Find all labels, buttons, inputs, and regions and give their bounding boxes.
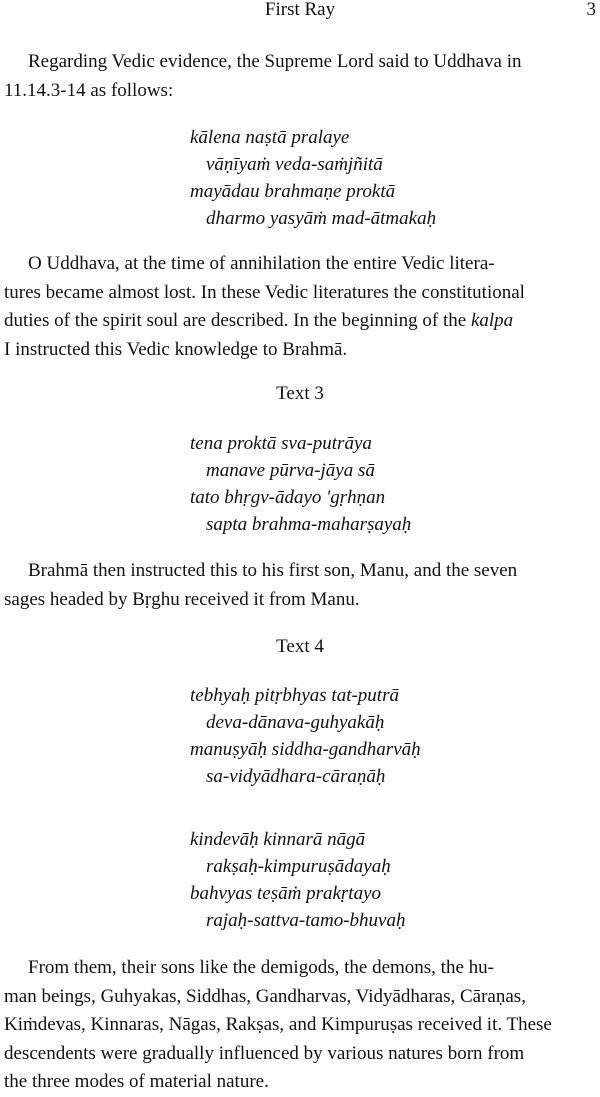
paragraph-translation-text3 — [4, 557, 596, 614]
paragraph-line: O Uddhava, at the time of annihilation the entire Vedic litera- — [28, 253, 495, 274]
verse-kalena — [190, 124, 436, 232]
verse-kindevah — [190, 826, 405, 934]
verse-line: mayādau brahmaṇe proktā — [190, 181, 396, 202]
running-head — [0, 0, 600, 24]
verse-line: tena proktā sva-putrāya — [190, 433, 372, 454]
chapter-title: First Ray — [264, 0, 336, 20]
verse-line: dharmo yasyāṁ mad-ātmakaḥ — [206, 208, 437, 229]
paragraph-line: man beings, Guhyakas, Siddhas, Gandharvas, Vidyādharas, Cāraṇas, — [4, 985, 526, 1007]
verse-tebhyah — [190, 682, 421, 790]
verse-line: sa-vidyādhara-cāraṇāḥ — [206, 766, 386, 787]
verse-line: sapta brahma-maharṣayaḥ — [206, 514, 412, 535]
verse-line: rajaḥ-sattva-tamo-bhuvaḥ — [206, 910, 406, 931]
verse-line: tebhyaḥ pitṛbhyas tat-putrā — [190, 685, 399, 706]
verse-line: deva-dānava-guhyakāḥ — [206, 712, 385, 733]
verse-line: kālena naṣtā pralaye — [190, 127, 350, 148]
kalpa-term: kalpa — [470, 310, 514, 331]
paragraph-translation-text4 — [4, 954, 596, 1097]
paragraph-line: sages headed by Bṛghu received it from Manu. — [4, 588, 360, 610]
verse-line: vāṇīyaṁ veda-saṁjñitā — [206, 154, 383, 175]
paragraph-line: descendents were gradually influenced by various natures born from — [4, 1042, 525, 1064]
verse-line: tato bhṛgv-ādayo 'gṛhṇan — [190, 487, 386, 508]
verse-line: bahvyas teṣāṁ prakṛtayo — [190, 883, 382, 904]
verse-line: rakṣaḥ-kimpuruṣādayaḥ — [206, 856, 391, 877]
paragraph-line: 11.14.3-14 as follows: — [4, 79, 174, 101]
verse-line: manuṣyāḥ siddha-gandharvāḥ — [190, 739, 421, 760]
paragraph-line: Kiṁdevas, Kinnaras, Nāgas, Rakṣas, and Kimpuruṣas received it. These — [4, 1014, 552, 1035]
verse-line: manave pūrva-jāya sā — [206, 460, 375, 481]
paragraph-line: the three modes of material nature. — [4, 1071, 269, 1092]
paragraph-line: I instructed this Vedic knowledge to Brahmā. — [4, 338, 348, 360]
verse-tena — [190, 430, 411, 538]
paragraph-line: Brahmā then instructed this to his first son, Manu, and the seven — [28, 560, 518, 581]
paragraph-text: duties of the spirit soul are described. In the beginning of the — [4, 310, 471, 331]
paragraph-translation-text2 — [4, 250, 596, 364]
paragraph-line: Regarding Vedic evidence, the Supreme Lord said to Uddhava in — [28, 51, 522, 72]
text-3-heading: Text 3 — [276, 383, 324, 404]
paragraph-line: From them, their sons like the demigods, the demons, the hu- — [28, 957, 494, 978]
verse-line: kindevāḥ kinnarā nāgā — [190, 829, 366, 850]
text-4-heading: Text 4 — [276, 636, 324, 657]
page-number: 3 — [586, 0, 596, 20]
paragraph-line — [4, 307, 596, 336]
paragraph-vedic-evidence — [4, 48, 596, 105]
paragraph-line: tures became almost lost. In these Vedic literatures the constitutional — [4, 281, 525, 303]
